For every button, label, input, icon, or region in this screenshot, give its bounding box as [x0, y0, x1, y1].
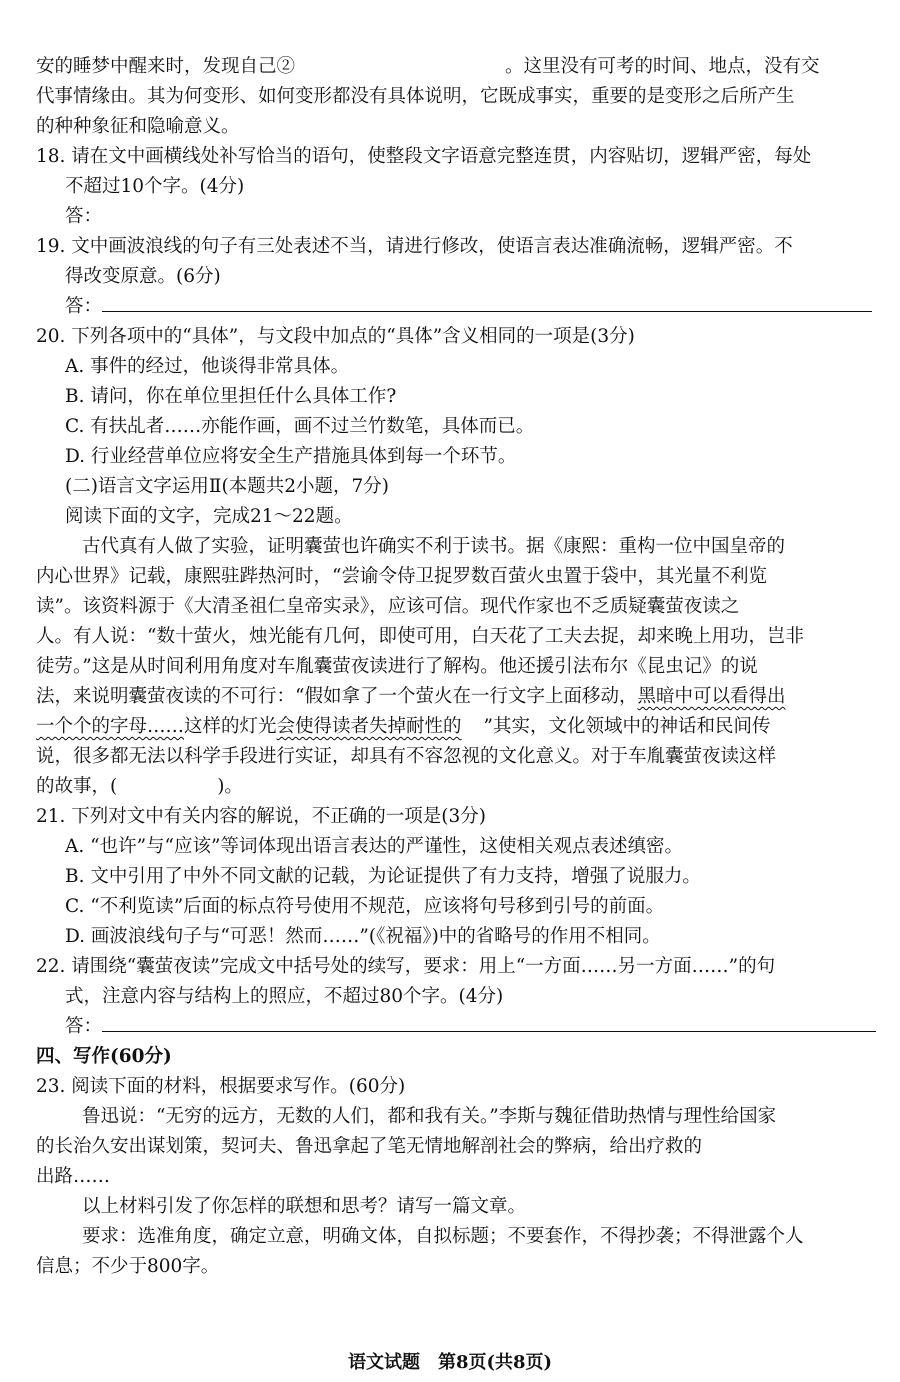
- section-2-title: (二)语言文字运用Ⅱ(本题共2小题，7分): [65, 476, 389, 497]
- question-22-stem: 22. 请围绕“囊萤夜读”完成文中括号处的续写，要求：用上“一方面……另一方面……”的句: [36, 956, 776, 977]
- answer-label: 答：: [65, 296, 103, 317]
- passage-line: 读”。该资料源于《大清圣祖仁皇帝实录》，应该可信。现代作家也不乏质疑囊萤夜读之: [36, 596, 740, 617]
- line-text: 安的睡梦中醒来时，发现自己②: [36, 56, 296, 77]
- question-22-answer: [36, 1012, 871, 1042]
- passage-text: 法，来说明囊萤夜读的不可行：“假如拿了一个萤火在一行文字上面移动，: [36, 686, 638, 707]
- passage-text: 这样的灯光: [184, 716, 277, 737]
- passage-text: 的故事，(: [36, 776, 118, 797]
- question-19-stem: 19. 文中画波浪线的句子有三处表述不当，请进行修改，使语言表达准确流畅，逻辑严密。不: [36, 236, 793, 257]
- material-line: 鲁迅说：“无穷的远方，无数的人们，都和我有关。”李斯与魏征借助热情与理性给国家: [82, 1106, 777, 1127]
- exam-page: [36, 52, 871, 1282]
- stem-text: ”含义相同的一项是(3分): [432, 326, 635, 347]
- passage-line: 古代真有人做了实验，证明囊萤也许确实不利于读书。据《康熙：重构一位中国皇帝的: [82, 536, 786, 557]
- question-18-stem: 18. 请在文中画横线处补写恰当的语句，使整段文字语意完整连贯，内容贴切，逻辑严密，每处: [36, 146, 812, 167]
- page-footer: 语文试题 第8页(共8页): [347, 1352, 553, 1373]
- passage-line: [36, 772, 871, 802]
- passage-text: 人。有人说：“数十萤火，烛光能有几何，即使: [36, 626, 416, 647]
- text-line: 代事情缘由。其为何变形、如何变形都没有具体说明，它既成事实，重要的是变形之后所产生: [36, 86, 795, 107]
- material-line: 的长治久安出谋划策，契诃夫、鲁迅拿起了笔无情地解剖社会的弊病，给出疗救的: [36, 1136, 703, 1157]
- question-20-stem: [36, 322, 871, 352]
- section-2-instruction: 阅读下面的文字，完成21～22题。: [65, 506, 353, 527]
- dotted-char: 具: [395, 326, 415, 347]
- question-23-stem: 23. 阅读下面的材料，根据要求写作。(60分): [36, 1076, 406, 1097]
- dotted-char: 用: [433, 626, 453, 647]
- writing-requirements-cont: 信息；不少于800字。: [36, 1256, 220, 1277]
- question-22-stem-cont: 式，注意内容与结构上的照应，不超过80个字。(4分): [65, 986, 504, 1007]
- answer-line[interactable]: [102, 1013, 876, 1032]
- answer-label: 答：: [65, 206, 103, 227]
- text-line: [36, 52, 871, 82]
- passage-line: [36, 622, 871, 652]
- question-18-stem-cont: 不超过10个字。(4分): [65, 176, 245, 197]
- answer-line[interactable]: [102, 293, 872, 312]
- option-d: D. 画波浪线句子与“可恶！然而……”(《祝福》)中的省略号的作用不相同。: [65, 926, 661, 947]
- question-21-stem: 21. 下列对文中有关内容的解说，不正确的一项是(3分): [36, 806, 487, 827]
- option-a: A. “也许”与“应该”等词体现出语言表达的严谨性，这使相关观点表述缜密。: [65, 836, 683, 857]
- wavy-underlined-text: 会使得读者失掉耐性的: [276, 716, 462, 737]
- passage-line: 说，很多都无法以科学手段进行实证，却具有不容忽视的文化意义。对于车胤囊萤夜读这样: [36, 746, 777, 767]
- option-d: D. 行业经营单位应将安全生产措施具体到每一个环节。: [65, 446, 517, 467]
- passage-text: )。: [217, 776, 243, 797]
- dotted-char: 可: [415, 626, 434, 647]
- option-c: C. 有扶乩者……亦能作画，画不过兰竹数笔，具体而已。: [65, 416, 535, 437]
- option-a: A. 事件的经过，他谈得非常具体。: [65, 356, 350, 377]
- passage-line: 徒劳。”这是从时间利用角度对车胤囊萤夜读进行了解构。他还援引法布尔《昆虫记》的说: [36, 656, 758, 677]
- wavy-underlined-text: 黑暗中可以看得出: [637, 686, 786, 707]
- writing-requirements: 要求：选准角度，确定立意，明确文体，自拟标题；不要套作，不得抄袭；不得泄露个人: [82, 1226, 804, 1247]
- line-text: 。这里没有可考的时间、地点，没有交: [505, 56, 820, 77]
- option-b: B. 请问，你在单位里担任什么具体工作?: [65, 386, 397, 407]
- passage-line: 内心世界》记载，康熙驻跸热河时，“尝谕令侍卫捉罗数百萤火虫置于袋中，其光量不利览: [36, 566, 767, 587]
- material-line: 出路……: [36, 1166, 111, 1187]
- passage-line: [36, 682, 871, 712]
- option-c: C. “不利览读”后面的标点符号使用不规范，应该将句号移到引号的前面。: [65, 896, 665, 917]
- section-4-title: 四、写作(60分): [36, 1046, 172, 1067]
- passage-text: ”其实，文化领域中的神话和民间传: [483, 716, 771, 737]
- dotted-char: 体: [414, 326, 433, 347]
- question-19-stem-cont: 得改变原意。(6分): [65, 266, 221, 287]
- passage-text: ，白天花了工夫去捉，却来晚上用功，岂非: [452, 626, 805, 647]
- answer-label: 答：: [65, 1016, 103, 1037]
- question-19-answer: [36, 292, 871, 322]
- stem-text: 20. 下列各项中的“具体”，与文段中加点的“: [36, 326, 396, 347]
- text-line: 的种种象征和隐喻意义。: [36, 116, 240, 137]
- option-b: B. 文中引用了中外不同文献的记载，为论证提供了有力支持，增强了说服力。: [65, 866, 701, 887]
- question-18-answer: [36, 202, 871, 232]
- passage-line: [36, 712, 871, 742]
- wavy-underlined-text: 一个个的字母……: [36, 716, 185, 737]
- writing-prompt: 以上材料引发了你怎样的联想和思考？请写一篇文章。: [82, 1196, 527, 1217]
